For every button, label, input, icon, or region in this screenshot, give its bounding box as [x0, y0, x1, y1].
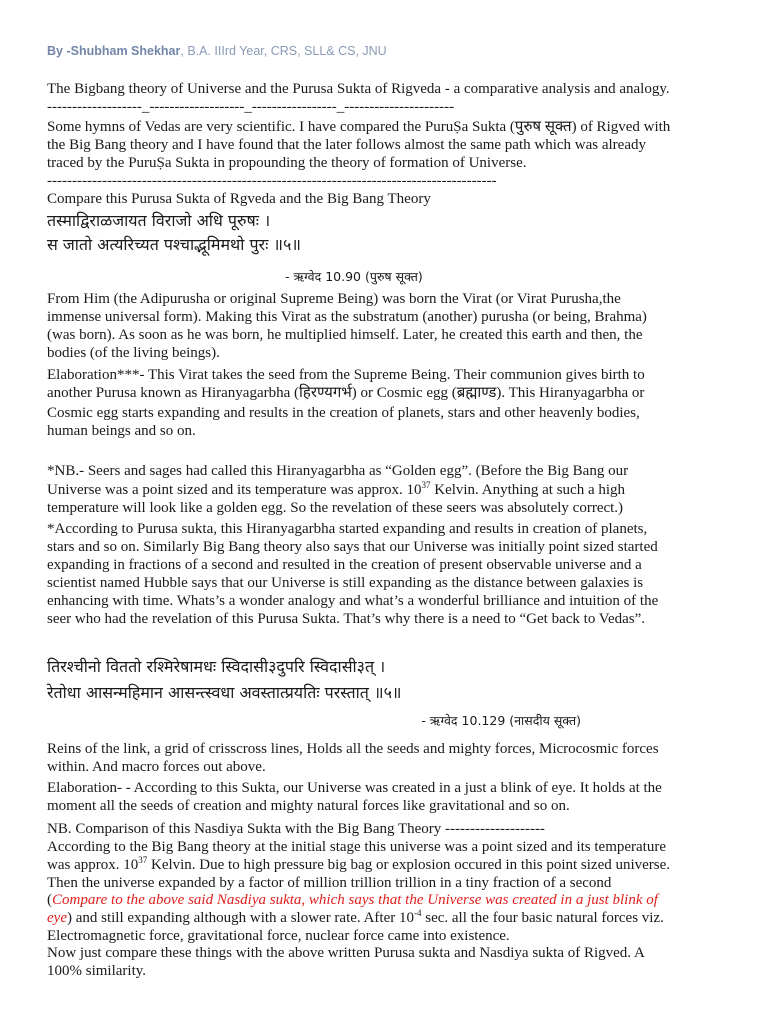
exponent: 37: [421, 480, 431, 490]
paragraph-line: bodies (of the living beings).: [47, 345, 220, 361]
highlighted-note: eye: [47, 910, 67, 926]
nb-line: [47, 909, 664, 927]
intro-line: traced by the PuruṢa Sukta in propounding the theory of formation of Universe.: [47, 155, 527, 171]
nb-line: [47, 856, 670, 874]
paragraph-line: Reins of the link, a grid of crisscross lines, Holds all the seeds and mighty forces, Microcosmic forces: [47, 741, 659, 757]
nb-text: Kelvin. Due to high pressure big bag or explosion occured in this point sized universe.: [147, 857, 671, 873]
nb-text: was approx. 10: [47, 857, 139, 873]
paragraph-line: From Him (the Adipurusha or original Supreme Being) was born the Virat (or Virat Purusha,the: [47, 291, 621, 307]
author-affiliation: , B.A. IIIrd Year, CRS, SLL& CS, JNU: [180, 44, 387, 58]
sanskrit-verse-line: तिरश्चीनो विततो रश्मिरेषामधः स्विदासी३दुपरि स्विदासी३त् ।: [47, 657, 386, 676]
nb-line: Then the universe expanded by a factor of million trillion trillion in a tiny fraction of a second: [47, 875, 612, 891]
nb-heading: NB. Comparison of this Nasdiya Sukta with the Big Bang Theory --------------------: [47, 821, 545, 837]
nb-text: Universe was a point sized and its temperature was approx. 10: [47, 482, 422, 498]
sanskrit-verse-line: तस्माद्विराळजायत विराजो अधि पूरुषः ।: [47, 211, 271, 230]
author-name: Shubham Shekhar: [70, 44, 181, 58]
elaboration-line: Elaboration***- This Virat takes the seed from the Supreme Being. Their communion gives birth to: [47, 367, 645, 383]
paragraph-line: (was born). As soon as he was born, he multiplied himself. Later, he created this earth and then, the: [47, 327, 643, 343]
nb-line: Now just compare these things with the above written Purusa sukta and Nasdiya sukta of Rigved. A: [47, 945, 645, 961]
exponent: 37: [138, 855, 148, 865]
intro-line: Some hymns of Vedas are very scientific. I have compared the PuruṢa Sukta (पुरुष सूक्त) of Rigved with: [47, 119, 671, 135]
highlighted-note: Compare to the above said Nasdiya sukta, which says that the Universe was created in a just blink of: [52, 892, 658, 908]
document-title: The Bigbang theory of Universe and the Purusa Sukta of Rigveda - a comparative analysis and analogy.: [47, 81, 670, 97]
nb-text: (: [47, 892, 52, 908]
paragraph-line: *According to Purusa sukta, this Hiranyagarbha started expanding and results in creation of planets,: [47, 521, 648, 537]
nb-line: According to the Big Bang theory at the initial stage this universe was a point sized and its temperature: [47, 839, 667, 855]
elaboration-line: human beings and so on.: [47, 423, 196, 439]
nb-line: [47, 481, 625, 499]
elaboration-line: another Purusa known as Hiranyagarbha (हिरण्यगर्भ) or Cosmic egg (ब्रह्माण्ड). This Hiranyagarbha or: [47, 385, 645, 401]
byline-prefix: By -: [47, 44, 71, 58]
nb-text: sec. all the four basic natural forces viz.: [421, 910, 664, 926]
paragraph-line: immense universal form). Making this Virat as the substratum (another) purusha (or being, Brahma): [47, 309, 647, 325]
paragraph-line: stars and so on. Similarly Big Bang theory also says that our Universe was initially point sized started: [47, 539, 658, 555]
nb-text: Kelvin. Anything at such a high: [430, 482, 626, 498]
separator-line: -------------------_-------------------_-----------------_----------------------: [47, 99, 455, 115]
nb-text: ) and still expanding although with a slower rate. After 10: [66, 910, 414, 926]
paragraph-line: within. And macro forces out above.: [47, 759, 266, 775]
paragraph-line: scientist named Hubble says that our Universe is still expanding as the distance between galaxies is: [47, 575, 644, 591]
elaboration-line: Elaboration- - According to this Sukta, our Universe was created in a just a blink of eye. It holds at the: [47, 780, 662, 796]
separator-line: ------------------------------------------------------------------------------------------: [47, 173, 497, 189]
paragraph-line: seer who had the revelation of this Purusa Sukta. That’s why there is a need to “Get back to Vedas”.: [47, 611, 646, 627]
elaboration-line: moment all the seeds of creation and mighty natural forces like gravitational and so on.: [47, 798, 570, 814]
sanskrit-verse-line: स जातो अत्यरिच्यत पश्चाद्भूमिमथो पुरः ॥५॥: [47, 235, 301, 254]
author-byline: [47, 42, 387, 60]
sanskrit-verse-line: रेतोधा आसन्महिमान आसन्त्स्वधा अवस्तात्प्रयतिः परस्तात् ॥५॥: [47, 683, 402, 702]
nb-line: Electromagnetic force, gravitational force, nuclear force came into existence.: [47, 928, 510, 944]
nb-line: 100% similarity.: [47, 963, 147, 979]
verse-reference: - ऋग्वेद 10.129 (नासदीय सूक्त): [421, 713, 581, 728]
nb-line: temperature will look like a golden egg. So the revelation of these seers was absolutely correct.): [47, 500, 624, 516]
intro-line: the Big Bang theory and I have found that the later follows almost the same path which was already: [47, 137, 646, 153]
nb-line: *NB.- Seers and sages had called this Hiranyagarbha as “Golden egg”. (Before the Big Bang our: [47, 463, 629, 479]
verse-reference: - ऋग्वेद 10.90 (पुरुष सूक्त): [285, 269, 423, 284]
paragraph-line: enhancing with time. Whats’s a wonder analogy and what’s a wonderful brilliance and intuition of the: [47, 593, 659, 609]
exponent: -4: [413, 908, 422, 918]
nb-line: [47, 891, 658, 909]
elaboration-line: Cosmic egg starts expanding and results in the creation of planets, stars and other heavenly bodies,: [47, 405, 640, 421]
paragraph-line: expanding in fractions of a second and resulted in the creation of present observable universe and a: [47, 557, 642, 573]
compare-heading: Compare this Purusa Sukta of Rgveda and the Big Bang Theory: [47, 191, 431, 207]
